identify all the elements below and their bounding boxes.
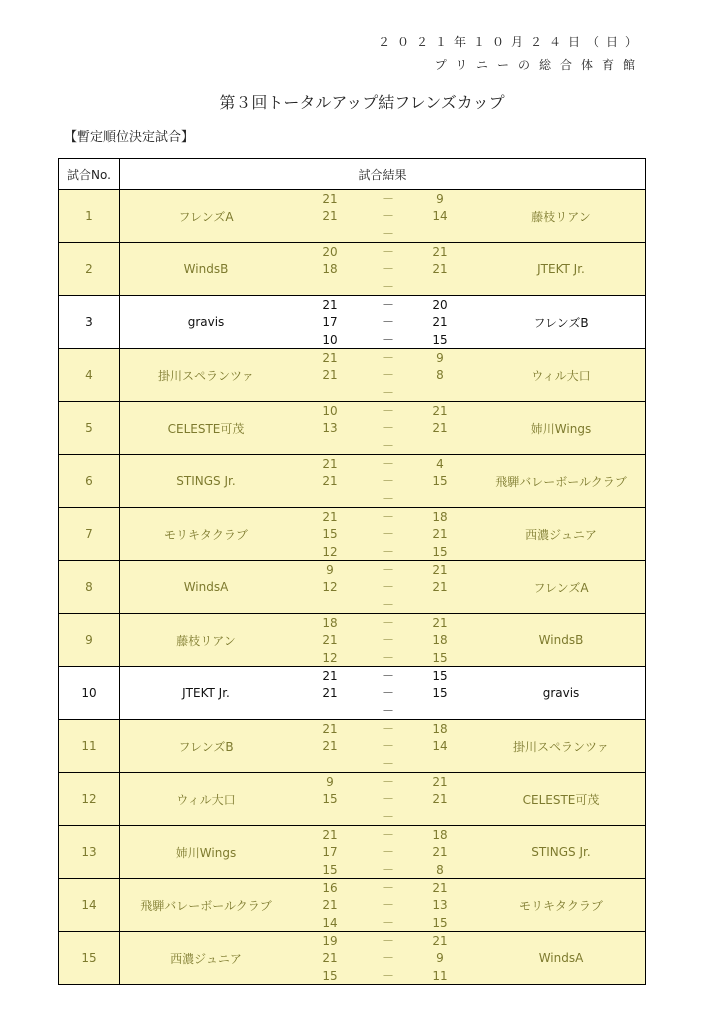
set-score-a: 21 xyxy=(322,898,338,913)
set-score-b: 20 xyxy=(432,298,448,312)
score-dash: － xyxy=(381,951,394,966)
match-number: 1 xyxy=(59,190,120,243)
match-result-cell xyxy=(120,508,646,561)
score-separators xyxy=(370,244,406,296)
score-separators xyxy=(370,774,406,826)
set-score-b: 14 xyxy=(432,209,448,224)
team-a-name: フレンズB xyxy=(178,739,234,754)
set-score-b: 18 xyxy=(432,828,448,842)
team-a-name: 姉川Wings xyxy=(175,845,237,860)
team-a-name: 掛川スペランツァ xyxy=(158,368,254,383)
score-dash: － xyxy=(381,351,394,365)
score-dash: － xyxy=(381,209,394,224)
set-score-b: 21 xyxy=(432,934,448,948)
table-row xyxy=(59,243,646,296)
set-score-a: 15 xyxy=(322,792,338,807)
score-dash: － xyxy=(381,915,394,930)
set-score-a: 16 xyxy=(322,881,338,895)
score-separators xyxy=(370,509,406,561)
set-score-a: 13 xyxy=(322,421,338,436)
team-a-name: フレンズA xyxy=(178,209,234,224)
team-a-scores xyxy=(310,668,350,720)
score-dash: － xyxy=(381,279,394,294)
match-result-cell xyxy=(120,402,646,455)
team-a-scores xyxy=(310,191,350,243)
match-number: 10 xyxy=(59,667,120,720)
set-score-a: 21 xyxy=(322,828,338,842)
set-score-a: 12 xyxy=(322,650,338,665)
team-a-name: 藤枝リアン xyxy=(176,633,236,648)
set-score-a: 21 xyxy=(322,192,338,206)
set-score-b: 15 xyxy=(432,650,448,665)
team-a-name: ウィル大口 xyxy=(176,792,236,807)
set-score-b: 21 xyxy=(432,792,448,807)
results-body xyxy=(59,190,646,985)
team-a-name: CELESTE可茂 xyxy=(167,421,245,436)
set-score-b xyxy=(420,279,460,296)
score-dash: － xyxy=(381,368,394,383)
set-score-b: 14 xyxy=(432,739,448,754)
set-score-a: 15 xyxy=(322,968,338,983)
team-a-name: WindsB xyxy=(183,262,229,276)
team-a-scores xyxy=(310,933,350,985)
set-score-a: 12 xyxy=(322,544,338,559)
team-b-scores xyxy=(420,880,460,932)
team-b-name: WindsB xyxy=(538,633,584,647)
set-score-b: 21 xyxy=(432,775,448,789)
score-dash: － xyxy=(381,650,394,665)
set-score-a xyxy=(310,279,350,296)
team-a-name: モリキタクラブ xyxy=(164,527,248,542)
score-dash: － xyxy=(381,262,394,277)
match-number: 12 xyxy=(59,773,120,826)
score-dash: － xyxy=(381,809,394,824)
score-separators xyxy=(370,562,406,614)
score-separators xyxy=(370,456,406,508)
team-b-name: gravis xyxy=(542,686,580,700)
score-dash: － xyxy=(381,792,394,807)
team-a-name: 飛騨バレーボールクラブ xyxy=(140,898,272,913)
event-date: ２０２１年１０月２４日（日） xyxy=(377,35,644,49)
score-dash: － xyxy=(381,404,394,418)
score-dash: － xyxy=(381,862,394,877)
table-row xyxy=(59,349,646,402)
match-result-cell xyxy=(120,349,646,402)
set-score-a: 21 xyxy=(322,209,338,224)
score-dash: － xyxy=(381,845,394,860)
score-dash: － xyxy=(381,226,394,241)
score-separators xyxy=(370,668,406,720)
team-a-scores xyxy=(310,244,350,296)
set-score-b: 8 xyxy=(436,862,444,877)
set-score-a: 21 xyxy=(322,633,338,648)
match-number: 6 xyxy=(59,455,120,508)
table-header-row xyxy=(59,159,646,190)
match-result-cell xyxy=(120,720,646,773)
set-score-b: 21 xyxy=(432,315,448,330)
set-score-a: 10 xyxy=(322,332,338,347)
team-a-scores xyxy=(310,297,350,349)
set-score-b: 21 xyxy=(432,421,448,436)
score-dash: － xyxy=(381,491,394,506)
table-row xyxy=(59,667,646,720)
set-score-b: 9 xyxy=(436,192,444,206)
team-b-name: フレンズA xyxy=(533,580,589,595)
match-number: 15 xyxy=(59,932,120,985)
set-score-b: 21 xyxy=(432,580,448,595)
score-dash: － xyxy=(381,756,394,771)
team-b-name: 姉川Wings xyxy=(530,421,592,436)
set-score-b: 21 xyxy=(432,262,448,277)
team-b-name: WindsA xyxy=(538,951,584,965)
set-score-b: 21 xyxy=(432,616,448,630)
set-score-b: 21 xyxy=(432,245,448,259)
score-dash: － xyxy=(381,544,394,559)
team-a-scores xyxy=(310,827,350,879)
results-table xyxy=(58,158,646,985)
table-row xyxy=(59,614,646,667)
score-dash: － xyxy=(381,510,394,524)
match-number-header: 試合No. xyxy=(59,159,120,190)
team-b-name: ウィル大口 xyxy=(531,368,591,383)
set-score-b xyxy=(420,438,460,455)
score-dash: － xyxy=(381,385,394,400)
score-separators xyxy=(370,880,406,932)
score-dash: － xyxy=(381,775,394,789)
score-dash: － xyxy=(381,332,394,347)
set-score-a: 15 xyxy=(322,862,338,877)
set-score-a: 21 xyxy=(322,298,338,312)
team-b-name: 西濃ジュニア xyxy=(525,527,597,542)
set-score-b: 13 xyxy=(432,898,448,913)
match-result-cell xyxy=(120,190,646,243)
set-score-a xyxy=(310,809,350,826)
set-score-b: 4 xyxy=(436,457,444,471)
team-b-scores xyxy=(420,668,460,720)
score-dash: － xyxy=(381,828,394,842)
match-number: 4 xyxy=(59,349,120,402)
score-dash: － xyxy=(381,597,394,612)
team-a-scores xyxy=(310,721,350,773)
set-score-b: 18 xyxy=(432,633,448,648)
team-a-name: 西濃ジュニア xyxy=(170,951,242,966)
table-row xyxy=(59,826,646,879)
team-a-name: STINGS Jr. xyxy=(176,474,236,488)
team-b-name: モリキタクラブ xyxy=(519,898,603,913)
set-score-b: 15 xyxy=(432,915,448,930)
score-dash: － xyxy=(381,898,394,913)
match-result-cell xyxy=(120,455,646,508)
score-dash: － xyxy=(381,192,394,206)
set-score-b xyxy=(420,756,460,773)
set-score-b: 9 xyxy=(436,951,444,966)
score-dash: － xyxy=(381,722,394,736)
set-score-b: 18 xyxy=(432,510,448,524)
match-result-header: 試合結果 xyxy=(120,159,646,190)
set-score-b: 11 xyxy=(432,968,448,983)
score-dash: － xyxy=(381,474,394,489)
team-b-name: 飛騨バレーボールクラブ xyxy=(495,474,627,489)
table-row xyxy=(59,561,646,614)
score-dash: － xyxy=(381,421,394,436)
set-score-b xyxy=(420,809,460,826)
score-dash: － xyxy=(381,527,394,542)
set-score-a: 21 xyxy=(322,739,338,754)
match-number: 3 xyxy=(59,296,120,349)
score-dash: － xyxy=(381,686,394,701)
score-dash: － xyxy=(381,298,394,312)
set-score-a: 21 xyxy=(322,351,338,365)
set-score-a: 21 xyxy=(322,457,338,471)
match-result-cell xyxy=(120,773,646,826)
set-score-a: 18 xyxy=(322,262,338,277)
match-result-cell xyxy=(120,296,646,349)
set-score-b: 15 xyxy=(432,686,448,701)
set-score-a: 17 xyxy=(322,315,338,330)
score-dash: － xyxy=(381,563,394,577)
set-score-a: 9 xyxy=(326,563,334,577)
team-b-scores xyxy=(420,297,460,349)
set-score-a xyxy=(310,756,350,773)
match-number: 14 xyxy=(59,879,120,932)
team-b-scores xyxy=(420,403,460,455)
set-score-a: 21 xyxy=(322,951,338,966)
set-score-a: 17 xyxy=(322,845,338,860)
set-score-a: 18 xyxy=(322,616,338,630)
table-row xyxy=(59,402,646,455)
score-separators xyxy=(370,403,406,455)
set-score-a: 21 xyxy=(322,722,338,736)
match-result-cell xyxy=(120,826,646,879)
team-b-name: JTEKT Jr. xyxy=(537,262,585,276)
team-a-scores xyxy=(310,615,350,667)
team-b-scores xyxy=(420,509,460,561)
match-result-cell xyxy=(120,932,646,985)
score-dash: － xyxy=(381,881,394,895)
match-number: 13 xyxy=(59,826,120,879)
set-score-b: 15 xyxy=(432,474,448,489)
team-b-scores xyxy=(420,350,460,402)
team-b-name: フレンズB xyxy=(533,315,589,330)
set-score-a: 21 xyxy=(322,474,338,489)
set-score-b xyxy=(420,491,460,508)
match-number: 11 xyxy=(59,720,120,773)
set-score-b: 21 xyxy=(432,404,448,418)
team-b-scores xyxy=(420,615,460,667)
set-score-a: 21 xyxy=(322,368,338,383)
venue-name: プリニーの総合体育館 xyxy=(434,58,644,72)
team-a-scores xyxy=(310,403,350,455)
set-score-b: 21 xyxy=(432,845,448,860)
score-dash: － xyxy=(381,616,394,630)
set-score-a xyxy=(310,438,350,455)
set-score-a xyxy=(310,226,350,243)
match-number: 8 xyxy=(59,561,120,614)
set-score-b: 21 xyxy=(432,563,448,577)
team-b-name: 藤枝リアン xyxy=(531,209,591,224)
table-row xyxy=(59,508,646,561)
set-score-a: 10 xyxy=(322,404,338,418)
score-separators xyxy=(370,615,406,667)
set-score-a xyxy=(310,597,350,614)
team-b-scores xyxy=(420,191,460,243)
set-score-a: 19 xyxy=(322,934,338,948)
set-score-a xyxy=(310,491,350,508)
match-result-cell xyxy=(120,561,646,614)
team-a-scores xyxy=(310,350,350,402)
team-b-scores xyxy=(420,774,460,826)
set-score-b: 15 xyxy=(432,332,448,347)
table-row xyxy=(59,720,646,773)
set-score-b xyxy=(420,703,460,720)
set-score-a xyxy=(310,385,350,402)
team-b-name: 掛川スペランツァ xyxy=(513,739,609,754)
team-a-name: JTEKT Jr. xyxy=(182,686,230,700)
match-number: 9 xyxy=(59,614,120,667)
team-b-scores xyxy=(420,721,460,773)
set-score-a: 21 xyxy=(322,669,338,683)
score-separators xyxy=(370,721,406,773)
set-score-b: 18 xyxy=(432,722,448,736)
team-b-scores xyxy=(420,827,460,879)
team-b-scores xyxy=(420,244,460,296)
team-a-scores xyxy=(310,562,350,614)
score-separators xyxy=(370,297,406,349)
table-row xyxy=(59,455,646,508)
set-score-b: 8 xyxy=(436,368,444,383)
team-b-name: STINGS Jr. xyxy=(531,845,591,859)
team-b-name: CELESTE可茂 xyxy=(522,792,600,807)
team-b-scores xyxy=(420,456,460,508)
score-dash: － xyxy=(381,245,394,259)
team-a-scores xyxy=(310,456,350,508)
team-b-scores xyxy=(420,933,460,985)
table-row xyxy=(59,296,646,349)
set-score-a: 15 xyxy=(322,527,338,542)
set-score-b: 21 xyxy=(432,527,448,542)
score-dash: － xyxy=(381,934,394,948)
set-score-b xyxy=(420,385,460,402)
set-score-a: 21 xyxy=(322,510,338,524)
score-separators xyxy=(370,350,406,402)
match-result-cell xyxy=(120,614,646,667)
team-a-scores xyxy=(310,774,350,826)
set-score-b: 15 xyxy=(432,669,448,683)
set-score-b xyxy=(420,226,460,243)
set-score-b: 21 xyxy=(432,881,448,895)
score-separators xyxy=(370,191,406,243)
match-number: 5 xyxy=(59,402,120,455)
score-dash: － xyxy=(381,669,394,683)
section-heading: 【暫定順位決定試合】 xyxy=(64,130,195,145)
score-dash: － xyxy=(381,968,394,983)
team-a-scores xyxy=(310,509,350,561)
team-a-name: gravis xyxy=(187,315,225,329)
score-dash: － xyxy=(381,703,394,718)
table-row xyxy=(59,773,646,826)
set-score-a: 21 xyxy=(322,686,338,701)
match-result-cell xyxy=(120,667,646,720)
score-dash: － xyxy=(381,739,394,754)
team-b-scores xyxy=(420,562,460,614)
score-dash: － xyxy=(381,315,394,330)
team-a-name: WindsA xyxy=(183,580,229,594)
set-score-b: 9 xyxy=(436,351,444,365)
score-dash: － xyxy=(381,438,394,453)
match-number: 7 xyxy=(59,508,120,561)
set-score-a: 12 xyxy=(322,580,338,595)
score-dash: － xyxy=(381,580,394,595)
table-row xyxy=(59,879,646,932)
match-number: 2 xyxy=(59,243,120,296)
set-score-b xyxy=(420,597,460,614)
set-score-a: 20 xyxy=(322,245,338,259)
table-row xyxy=(59,190,646,243)
set-score-a: 9 xyxy=(326,775,334,789)
set-score-a: 14 xyxy=(322,915,338,930)
score-separators xyxy=(370,933,406,985)
page-title: 第３回トータルアップ結フレンズカップ xyxy=(219,93,505,112)
match-result-cell xyxy=(120,879,646,932)
set-score-a xyxy=(310,703,350,720)
match-result-cell xyxy=(120,243,646,296)
score-dash: － xyxy=(381,633,394,648)
table-row xyxy=(59,932,646,985)
set-score-b: 15 xyxy=(432,544,448,559)
team-a-scores xyxy=(310,880,350,932)
score-dash: － xyxy=(381,457,394,471)
score-separators xyxy=(370,827,406,879)
